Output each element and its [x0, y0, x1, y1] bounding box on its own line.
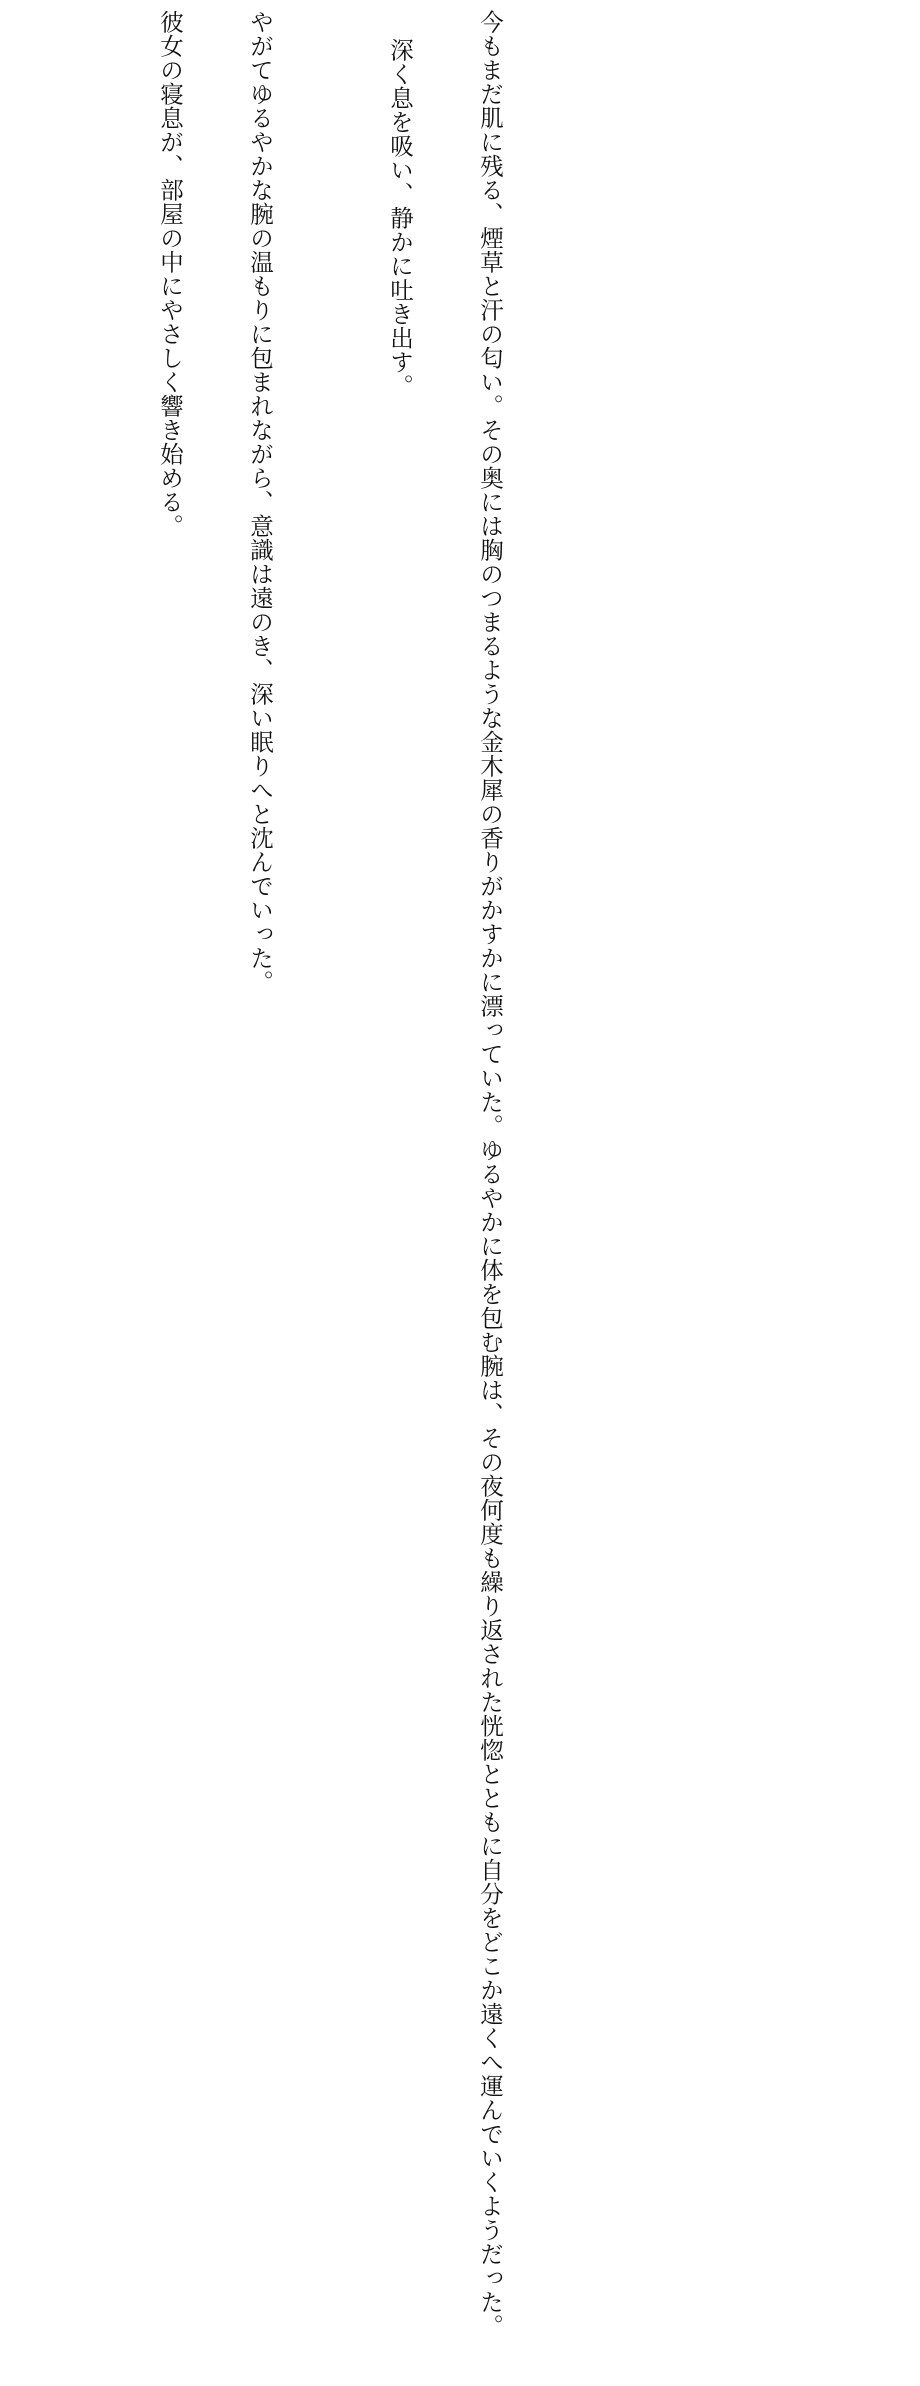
- paragraph-4-line-1: 深く息を吸い、静かに吐き出す。: [386, 38, 414, 398]
- paragraph-6-line-1: 彼女の寝息が、部屋の中にやさしく響き始める。: [156, 10, 184, 538]
- paragraph-5-line-1: やがてゆるやかな腕の温もりに包まれながら、意識は遠のき、深い眠りへと沈んでいった。: [246, 10, 274, 994]
- paragraph-2-line-1: 今もまだ肌に残る、煙草と汗の匂い。その奥には胸のつまるような金木犀の香りがかすかに漂っていた。ゆるやかに体を包む腕は、その夜何度も繰り返された恍惚とともに自分をどこか遠くへ運んでいくようだった。: [476, 10, 504, 2338]
